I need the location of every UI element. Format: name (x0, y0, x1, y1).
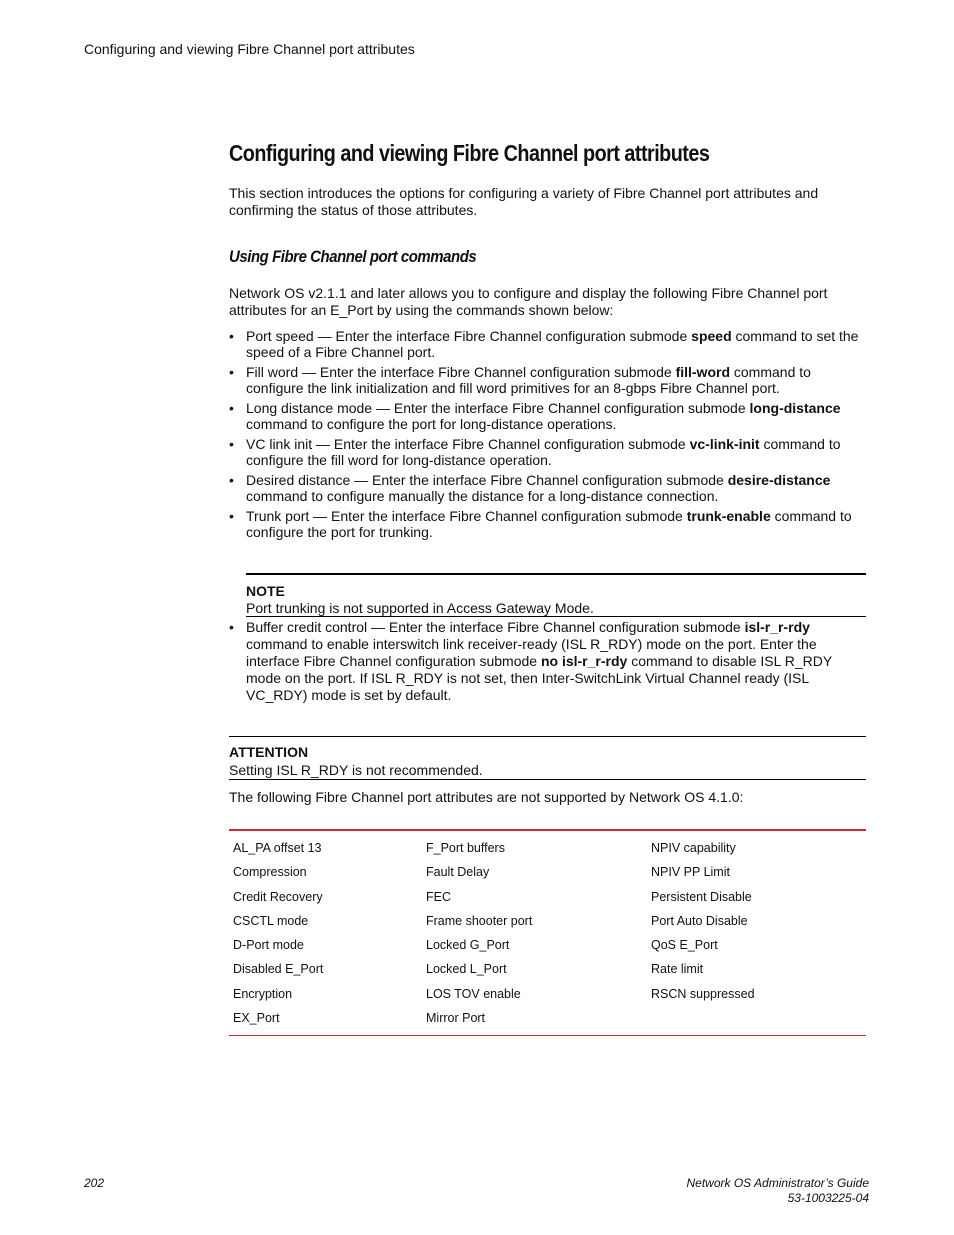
table-cell: AL_PA offset 13 (233, 841, 322, 855)
unsupported-attributes-table (229, 829, 866, 1036)
running-header: Configuring and viewing Fibre Channel port attributes (84, 41, 415, 57)
table-cell: Rate limit (651, 962, 704, 977)
table-cell: RSCN suppressed (651, 986, 755, 1001)
table-cell: Locked G_Port (426, 938, 510, 953)
list-item (229, 364, 866, 396)
bullet-icon: • (229, 472, 234, 488)
table-cell: QoS E_Port (651, 938, 718, 953)
command-name: fill-word (675, 364, 730, 380)
section-title: Configuring and viewing Fibre Channel port attributes (229, 140, 710, 166)
unsupported-intro-paragraph: The following Fibre Channel port attributes are not supported by Network OS 4.1.0: (229, 789, 744, 805)
table-cell: Disabled E_Port (233, 962, 324, 977)
bullet-icon: • (229, 619, 234, 635)
item-text: Buffer credit control — Enter the interface Fibre Channel configuration submode (246, 619, 745, 635)
table-cell: Encryption (233, 986, 293, 1001)
table-cell: Credit Recovery (233, 889, 323, 904)
command-name: long-distance (749, 400, 841, 416)
item-text: Long distance mode — Enter the interface Fibre Channel configuration submode (246, 400, 750, 416)
table-cell: F_Port buffers (426, 841, 505, 855)
bullet-icon: • (229, 508, 234, 524)
table-cell: Persistent Disable (651, 889, 752, 904)
list-item (229, 619, 866, 704)
note-text: Port trunking is not supported in Access Gateway Mode. (246, 600, 594, 616)
table-cell: Port Auto Disable (651, 913, 748, 928)
footer-doc-number: 53-1003225-04 (787, 1191, 869, 1205)
subsection-title: Using Fibre Channel port commands (229, 247, 477, 266)
table-column (233, 840, 323, 1034)
table-cell: Fault Delay (426, 865, 490, 880)
item-text: VC link init — Enter the interface Fibre Channel configuration submode (246, 436, 690, 452)
table-cell: FEC (426, 889, 451, 904)
table-cell: D-Port mode (233, 938, 304, 953)
table-cell: Frame shooter port (426, 913, 533, 928)
item-text: Fill word — Enter the interface Fibre Channel configuration submode (246, 364, 676, 380)
table-cell: Compression (233, 865, 307, 880)
buffer-credit-list (229, 619, 866, 708)
list-item (229, 328, 866, 360)
command-name: desire-distance (727, 472, 831, 488)
command-name: vc-link-init (689, 436, 760, 452)
subsection-intro-paragraph: Network OS v2.1.1 and later allows you to configure and display the following Fibre Channel port attributes for an E_Port by using the commands shown below: (229, 285, 828, 318)
attention-label: ATTENTION (229, 744, 309, 760)
bullet-icon: • (229, 400, 234, 416)
footer-doc-title: Network OS Administrator’s Guide (686, 1176, 869, 1190)
bullet-icon: • (229, 328, 234, 344)
item-text: Trunk port — Enter the interface Fibre Channel configuration submode (246, 508, 687, 524)
item-text: command to enable interswitch link receiver-ready (ISL R_RDY) mode on the port. Enter the interface Fibre Channel configuration submode (246, 636, 817, 669)
item-text: Desired distance — Enter the interface Fibre Channel configuration submode (246, 472, 728, 488)
command-name: isl-r_r-rdy (744, 619, 810, 635)
command-name: no isl-r_r-rdy (540, 653, 628, 669)
item-text: command to configure manually the distance for a long-distance connection. (246, 488, 719, 504)
command-name: trunk-enable (686, 508, 771, 524)
table-cell: Locked L_Port (426, 962, 507, 977)
item-text: command to set the speed of a Fibre Channel port. (246, 328, 859, 360)
note-label: NOTE (246, 583, 285, 599)
table-cell: CSCTL mode (233, 913, 309, 928)
table-cell: EX_Port (233, 1011, 280, 1026)
item-text: Port speed — Enter the interface Fibre Channel configuration submode (246, 328, 692, 344)
item-text: command to configure the fill word for long-distance operation. (246, 436, 841, 468)
item-text: command to disable ISL R_RDY mode on the port. If ISL R_RDY is not set, then Inter-SwitchLink Virtual Channel ready (ISL VC_RDY) mode is set by default. (246, 653, 832, 703)
footer-doc-info (686, 1176, 869, 1206)
bullet-icon: • (229, 364, 234, 380)
bullet-icon: • (229, 436, 234, 452)
attention-box (229, 736, 866, 780)
list-item (229, 472, 866, 504)
note-box (246, 573, 866, 617)
intro-paragraph: This section introduces the options for configuring a variety of Fibre Channel port attributes and confirming the status of those attributes. (229, 185, 819, 218)
list-item (229, 436, 866, 468)
list-item (229, 400, 866, 432)
table-column (651, 840, 755, 1010)
table-cell: LOS TOV enable (426, 986, 521, 1001)
page-number: 202 (84, 1176, 105, 1190)
attention-text: Setting ISL R_RDY is not recommended. (229, 762, 483, 778)
table-column (426, 840, 532, 1034)
item-text: command to configure the link initialization and fill word primitives for an 8-gbps Fibre Channel port. (246, 364, 811, 396)
table-cell: NPIV PP Limit (651, 865, 730, 880)
item-text: command to configure the port for long-distance operations. (246, 416, 617, 432)
command-name: speed (691, 328, 732, 344)
item-text: command to configure the port for trunking. (246, 508, 852, 540)
command-list (229, 328, 866, 544)
table-cell: Mirror Port (426, 1011, 486, 1026)
list-item (229, 508, 866, 540)
table-cell: NPIV capability (651, 841, 736, 855)
